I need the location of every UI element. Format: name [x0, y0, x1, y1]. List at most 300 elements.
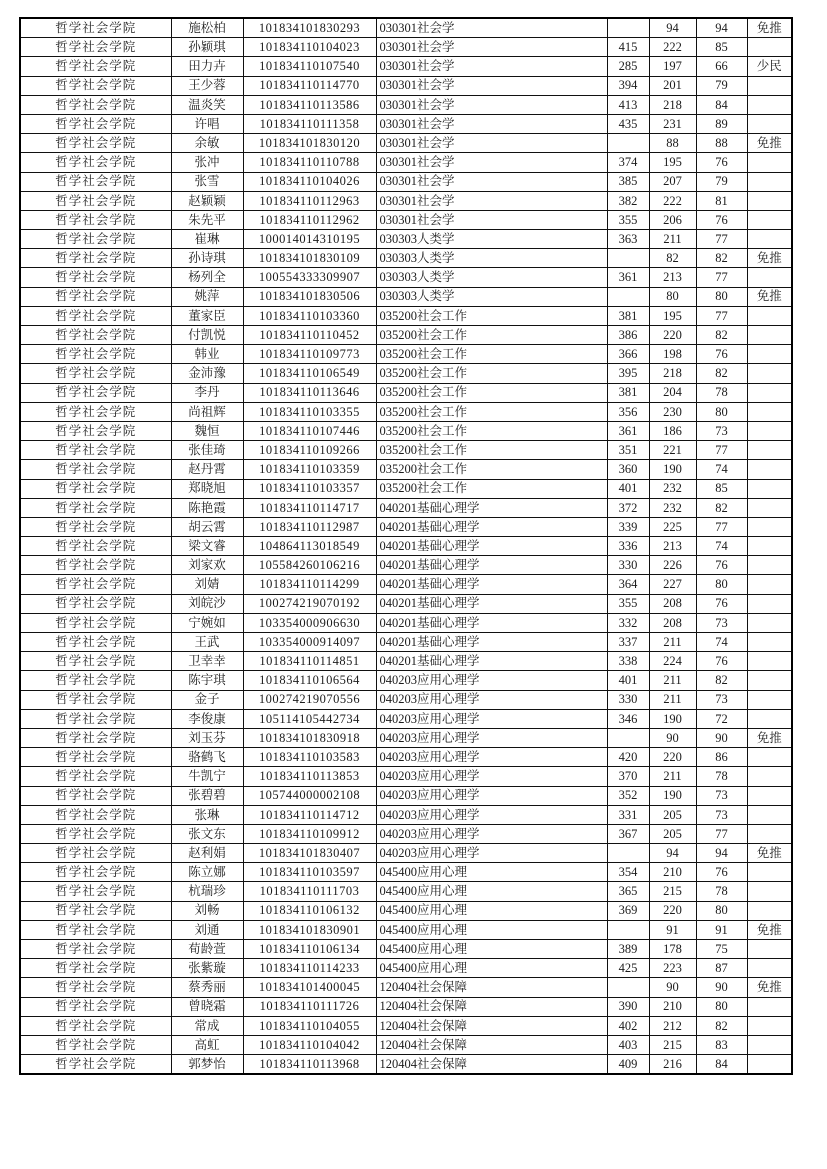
cell-major: 040201基础心理学 — [376, 633, 607, 652]
cell-score3: 82 — [696, 364, 747, 383]
cell-score3: 76 — [696, 345, 747, 364]
cell-score2: 225 — [649, 517, 696, 536]
cell-score2: 232 — [649, 479, 696, 498]
cell-score2: 215 — [649, 1035, 696, 1054]
cell-score2: 213 — [649, 537, 696, 556]
cell-score3: 86 — [696, 748, 747, 767]
cell-candidate-id: 101834110113586 — [243, 95, 376, 114]
table-row — [20, 153, 792, 172]
cell-score1: 285 — [607, 57, 649, 76]
cell-major: 040201基础心理学 — [376, 575, 607, 594]
table-row — [20, 844, 792, 863]
cell-score2: 211 — [649, 767, 696, 786]
cell-score2: 201 — [649, 76, 696, 95]
cell-score2: 195 — [649, 153, 696, 172]
cell-remark — [747, 230, 792, 249]
cell-score2: 221 — [649, 441, 696, 460]
cell-college: 哲学社会学院 — [20, 76, 171, 95]
table-row — [20, 498, 792, 517]
cell-remark: 免推 — [747, 18, 792, 38]
cell-major: 040203应用心理学 — [376, 786, 607, 805]
cell-college: 哲学社会学院 — [20, 844, 171, 863]
cell-name: 骆鹤飞 — [171, 748, 243, 767]
table-row — [20, 421, 792, 440]
table-row — [20, 767, 792, 786]
table-row — [20, 786, 792, 805]
cell-remark — [747, 805, 792, 824]
cell-name: 牛凯宁 — [171, 767, 243, 786]
cell-score2: 94 — [649, 844, 696, 863]
cell-remark — [747, 786, 792, 805]
cell-candidate-id: 101834101830918 — [243, 728, 376, 747]
cell-major: 030301社会学 — [376, 76, 607, 95]
cell-remark — [747, 1016, 792, 1035]
cell-remark — [747, 498, 792, 517]
cell-college: 哲学社会学院 — [20, 210, 171, 229]
cell-major: 045400应用心理 — [376, 940, 607, 959]
cell-major: 120404社会保障 — [376, 978, 607, 997]
cell-remark: 免推 — [747, 844, 792, 863]
cell-candidate-id: 101834110103360 — [243, 306, 376, 325]
cell-college: 哲学社会学院 — [20, 537, 171, 556]
cell-candidate-id: 104864113018549 — [243, 537, 376, 556]
cell-remark — [747, 709, 792, 728]
cell-name: 张文东 — [171, 824, 243, 843]
cell-score1: 360 — [607, 460, 649, 479]
cell-name: 刘婧 — [171, 575, 243, 594]
cell-score1: 363 — [607, 230, 649, 249]
cell-score2: 186 — [649, 421, 696, 440]
cell-major: 040201基础心理学 — [376, 613, 607, 632]
cell-name: 张冲 — [171, 153, 243, 172]
cell-score2: 88 — [649, 134, 696, 153]
cell-major: 035200社会工作 — [376, 402, 607, 421]
cell-remark — [747, 306, 792, 325]
cell-score1: 361 — [607, 268, 649, 287]
cell-candidate-id: 101834101400045 — [243, 978, 376, 997]
cell-college: 哲学社会学院 — [20, 767, 171, 786]
cell-score1: 331 — [607, 805, 649, 824]
cell-score1: 435 — [607, 114, 649, 133]
cell-major: 030301社会学 — [376, 95, 607, 114]
cell-remark — [747, 460, 792, 479]
cell-name: 李丹 — [171, 383, 243, 402]
table-row — [20, 556, 792, 575]
cell-score3: 78 — [696, 767, 747, 786]
cell-score1: 370 — [607, 767, 649, 786]
cell-name: 许唱 — [171, 114, 243, 133]
cell-candidate-id: 101834110114851 — [243, 652, 376, 671]
cell-score1: 330 — [607, 690, 649, 709]
cell-score3: 79 — [696, 76, 747, 95]
cell-score1: 336 — [607, 537, 649, 556]
table-row — [20, 1035, 792, 1054]
cell-remark — [747, 613, 792, 632]
cell-college: 哲学社会学院 — [20, 95, 171, 114]
cell-score3: 73 — [696, 786, 747, 805]
cell-score2: 211 — [649, 671, 696, 690]
cell-candidate-id: 101834110110788 — [243, 153, 376, 172]
cell-score2: 80 — [649, 287, 696, 306]
cell-score1: 425 — [607, 959, 649, 978]
cell-candidate-id: 101834110112962 — [243, 210, 376, 229]
cell-candidate-id: 105114105442734 — [243, 709, 376, 728]
cell-name: 施松柏 — [171, 18, 243, 38]
table-row — [20, 191, 792, 210]
cell-college: 哲学社会学院 — [20, 920, 171, 939]
cell-score2: 216 — [649, 1055, 696, 1075]
cell-major: 040201基础心理学 — [376, 537, 607, 556]
cell-major: 030303人类学 — [376, 249, 607, 268]
table-row — [20, 978, 792, 997]
cell-remark — [747, 1055, 792, 1075]
cell-remark: 少民 — [747, 57, 792, 76]
cell-score3: 77 — [696, 306, 747, 325]
cell-score1: 401 — [607, 479, 649, 498]
cell-score3: 73 — [696, 613, 747, 632]
cell-college: 哲学社会学院 — [20, 978, 171, 997]
cell-major: 120404社会保障 — [376, 1055, 607, 1075]
cell-score3: 85 — [696, 479, 747, 498]
cell-remark — [747, 441, 792, 460]
cell-score1 — [607, 249, 649, 268]
cell-college: 哲学社会学院 — [20, 230, 171, 249]
cell-score3: 82 — [696, 498, 747, 517]
cell-score1 — [607, 844, 649, 863]
table-row — [20, 114, 792, 133]
cell-candidate-id: 101834110109773 — [243, 345, 376, 364]
table-row — [20, 863, 792, 882]
cell-score1: 364 — [607, 575, 649, 594]
cell-college: 哲学社会学院 — [20, 748, 171, 767]
cell-score1: 415 — [607, 38, 649, 57]
cell-score3: 74 — [696, 460, 747, 479]
cell-name: 金子 — [171, 690, 243, 709]
cell-score3: 76 — [696, 652, 747, 671]
table-row — [20, 728, 792, 747]
table-row — [20, 95, 792, 114]
cell-score2: 222 — [649, 191, 696, 210]
cell-candidate-id: 101834110103597 — [243, 863, 376, 882]
cell-candidate-id: 101834110114770 — [243, 76, 376, 95]
table-row — [20, 479, 792, 498]
cell-major: 035200社会工作 — [376, 364, 607, 383]
cell-college: 哲学社会学院 — [20, 1016, 171, 1035]
cell-candidate-id: 101834101830293 — [243, 18, 376, 38]
table-row — [20, 364, 792, 383]
cell-major: 035200社会工作 — [376, 460, 607, 479]
cell-major: 030301社会学 — [376, 153, 607, 172]
cell-name: 王武 — [171, 633, 243, 652]
cell-name: 胡云霄 — [171, 517, 243, 536]
table-row — [20, 537, 792, 556]
cell-score3: 89 — [696, 114, 747, 133]
cell-score2: 210 — [649, 997, 696, 1016]
cell-major: 035200社会工作 — [376, 421, 607, 440]
cell-remark — [747, 767, 792, 786]
cell-remark — [747, 326, 792, 345]
cell-college: 哲学社会学院 — [20, 134, 171, 153]
cell-score2: 218 — [649, 364, 696, 383]
cell-remark: 免推 — [747, 920, 792, 939]
cell-college: 哲学社会学院 — [20, 882, 171, 901]
cell-college: 哲学社会学院 — [20, 633, 171, 652]
cell-score2: 222 — [649, 38, 696, 57]
cell-major: 120404社会保障 — [376, 1016, 607, 1035]
cell-score2: 208 — [649, 613, 696, 632]
cell-score3: 94 — [696, 18, 747, 38]
cell-major: 040201基础心理学 — [376, 498, 607, 517]
cell-score3: 73 — [696, 805, 747, 824]
cell-remark — [747, 575, 792, 594]
table-row — [20, 134, 792, 153]
cell-remark — [747, 671, 792, 690]
cell-score1: 401 — [607, 671, 649, 690]
table-row — [20, 633, 792, 652]
cell-major: 030303人类学 — [376, 268, 607, 287]
cell-remark: 免推 — [747, 134, 792, 153]
cell-name: 曾晓霜 — [171, 997, 243, 1016]
cell-major: 040203应用心理学 — [376, 671, 607, 690]
cell-score1: 403 — [607, 1035, 649, 1054]
cell-score2: 82 — [649, 249, 696, 268]
cell-major: 030301社会学 — [376, 134, 607, 153]
cell-score1: 409 — [607, 1055, 649, 1075]
cell-college: 哲学社会学院 — [20, 172, 171, 191]
cell-remark — [747, 690, 792, 709]
cell-score1: 372 — [607, 498, 649, 517]
table-row — [20, 306, 792, 325]
cell-name: 卫幸幸 — [171, 652, 243, 671]
cell-candidate-id: 101834110104026 — [243, 172, 376, 191]
cell-score1 — [607, 978, 649, 997]
cell-candidate-id: 101834101830407 — [243, 844, 376, 863]
table-row — [20, 402, 792, 421]
cell-college: 哲学社会学院 — [20, 613, 171, 632]
cell-major: 035200社会工作 — [376, 345, 607, 364]
table-row — [20, 517, 792, 536]
cell-name: 王少蓉 — [171, 76, 243, 95]
table-row — [20, 57, 792, 76]
cell-remark — [747, 76, 792, 95]
cell-major: 040203应用心理学 — [376, 728, 607, 747]
cell-remark — [747, 748, 792, 767]
cell-name: 常成 — [171, 1016, 243, 1035]
cell-name: 梁文睿 — [171, 537, 243, 556]
cell-college: 哲学社会学院 — [20, 326, 171, 345]
cell-major: 035200社会工作 — [376, 383, 607, 402]
cell-score2: 190 — [649, 709, 696, 728]
cell-score2: 190 — [649, 786, 696, 805]
cell-score3: 90 — [696, 978, 747, 997]
cell-candidate-id: 101834101830506 — [243, 287, 376, 306]
cell-remark — [747, 517, 792, 536]
cell-candidate-id: 101834101830109 — [243, 249, 376, 268]
cell-remark — [747, 940, 792, 959]
cell-major: 045400应用心理 — [376, 863, 607, 882]
cell-name: 蔡秀丽 — [171, 978, 243, 997]
cell-major: 040203应用心理学 — [376, 690, 607, 709]
cell-college: 哲学社会学院 — [20, 959, 171, 978]
cell-college: 哲学社会学院 — [20, 594, 171, 613]
cell-score1: 381 — [607, 383, 649, 402]
cell-major: 040201基础心理学 — [376, 517, 607, 536]
cell-score3: 75 — [696, 940, 747, 959]
cell-score3: 73 — [696, 421, 747, 440]
cell-name: 金沛豫 — [171, 364, 243, 383]
cell-college: 哲学社会学院 — [20, 652, 171, 671]
cell-score2: 212 — [649, 1016, 696, 1035]
table-row — [20, 671, 792, 690]
cell-candidate-id: 101834110112963 — [243, 191, 376, 210]
cell-score1: 346 — [607, 709, 649, 728]
table-row — [20, 172, 792, 191]
cell-college: 哲学社会学院 — [20, 460, 171, 479]
table-row — [20, 249, 792, 268]
cell-candidate-id: 101834110103359 — [243, 460, 376, 479]
cell-name: 陈立娜 — [171, 863, 243, 882]
cell-name: 高虹 — [171, 1035, 243, 1054]
cell-score1: 413 — [607, 95, 649, 114]
cell-score1: 374 — [607, 153, 649, 172]
cell-major: 030301社会学 — [376, 57, 607, 76]
cell-score3: 77 — [696, 441, 747, 460]
cell-score3: 72 — [696, 709, 747, 728]
cell-major: 030301社会学 — [376, 38, 607, 57]
cell-remark — [747, 210, 792, 229]
cell-college: 哲学社会学院 — [20, 268, 171, 287]
cell-score3: 77 — [696, 824, 747, 843]
cell-score3: 91 — [696, 920, 747, 939]
cell-candidate-id: 100014014310195 — [243, 230, 376, 249]
cell-candidate-id: 101834110114712 — [243, 805, 376, 824]
cell-candidate-id: 101834110110452 — [243, 326, 376, 345]
cell-major: 040203应用心理学 — [376, 844, 607, 863]
cell-name: 朱先平 — [171, 210, 243, 229]
cell-name: 韩业 — [171, 345, 243, 364]
table-row — [20, 441, 792, 460]
cell-score1: 369 — [607, 901, 649, 920]
cell-remark — [747, 997, 792, 1016]
cell-score3: 85 — [696, 38, 747, 57]
cell-remark — [747, 38, 792, 57]
cell-name: 陈宇琪 — [171, 671, 243, 690]
table-row — [20, 345, 792, 364]
cell-candidate-id: 101834110111358 — [243, 114, 376, 133]
table-row — [20, 287, 792, 306]
cell-score2: 190 — [649, 460, 696, 479]
cell-name: 刘畅 — [171, 901, 243, 920]
cell-candidate-id: 103354000906630 — [243, 613, 376, 632]
cell-name: 郑晓旭 — [171, 479, 243, 498]
cell-college: 哲学社会学院 — [20, 306, 171, 325]
cell-score2: 210 — [649, 863, 696, 882]
cell-candidate-id: 101834110103355 — [243, 402, 376, 421]
cell-major: 120404社会保障 — [376, 997, 607, 1016]
cell-name: 姚萍 — [171, 287, 243, 306]
cell-name: 张雪 — [171, 172, 243, 191]
cell-score1: 355 — [607, 594, 649, 613]
cell-major: 035200社会工作 — [376, 441, 607, 460]
cell-score3: 77 — [696, 230, 747, 249]
cell-score1: 338 — [607, 652, 649, 671]
cell-candidate-id: 101834110112987 — [243, 517, 376, 536]
cell-remark — [747, 824, 792, 843]
cell-remark: 免推 — [747, 249, 792, 268]
table-row — [20, 940, 792, 959]
cell-remark — [747, 402, 792, 421]
table-row — [20, 613, 792, 632]
cell-candidate-id: 105744000002108 — [243, 786, 376, 805]
cell-candidate-id: 101834110107446 — [243, 421, 376, 440]
cell-name: 张紫璇 — [171, 959, 243, 978]
cell-score1: 339 — [607, 517, 649, 536]
cell-college: 哲学社会学院 — [20, 671, 171, 690]
cell-score2: 207 — [649, 172, 696, 191]
cell-major: 045400应用心理 — [376, 882, 607, 901]
cell-score2: 90 — [649, 978, 696, 997]
cell-remark — [747, 345, 792, 364]
table-row — [20, 748, 792, 767]
cell-college: 哲学社会学院 — [20, 863, 171, 882]
cell-major: 045400应用心理 — [376, 901, 607, 920]
cell-name: 赵利娟 — [171, 844, 243, 863]
cell-score2: 208 — [649, 594, 696, 613]
table-row — [20, 38, 792, 57]
cell-major: 040203应用心理学 — [376, 824, 607, 843]
cell-score2: 220 — [649, 901, 696, 920]
cell-candidate-id: 101834110109266 — [243, 441, 376, 460]
cell-college: 哲学社会学院 — [20, 38, 171, 57]
cell-remark — [747, 863, 792, 882]
cell-candidate-id: 101834110104042 — [243, 1035, 376, 1054]
cell-remark — [747, 633, 792, 652]
cell-college: 哲学社会学院 — [20, 114, 171, 133]
cell-name: 付凯悦 — [171, 326, 243, 345]
cell-remark — [747, 153, 792, 172]
cell-score1: 367 — [607, 824, 649, 843]
cell-college: 哲学社会学院 — [20, 728, 171, 747]
cell-remark — [747, 1035, 792, 1054]
cell-major: 030301社会学 — [376, 191, 607, 210]
cell-score3: 78 — [696, 882, 747, 901]
cell-score1: 366 — [607, 345, 649, 364]
cell-remark — [747, 268, 792, 287]
cell-score3: 87 — [696, 959, 747, 978]
cell-name: 宁婉如 — [171, 613, 243, 632]
cell-college: 哲学社会学院 — [20, 402, 171, 421]
table-row — [20, 230, 792, 249]
cell-name: 温炎笑 — [171, 95, 243, 114]
cell-major: 120404社会保障 — [376, 1035, 607, 1054]
cell-remark — [747, 479, 792, 498]
cell-score1: 352 — [607, 786, 649, 805]
cell-score2: 227 — [649, 575, 696, 594]
cell-name: 田力卉 — [171, 57, 243, 76]
cell-score3: 77 — [696, 517, 747, 536]
cell-score2: 220 — [649, 326, 696, 345]
cell-score3: 76 — [696, 863, 747, 882]
cell-score2: 213 — [649, 268, 696, 287]
admission-score-table — [19, 17, 793, 1075]
cell-major: 040201基础心理学 — [376, 556, 607, 575]
table-row — [20, 709, 792, 728]
cell-candidate-id: 101834110106549 — [243, 364, 376, 383]
cell-name: 张佳琦 — [171, 441, 243, 460]
cell-remark — [747, 959, 792, 978]
cell-college: 哲学社会学院 — [20, 940, 171, 959]
cell-college: 哲学社会学院 — [20, 517, 171, 536]
